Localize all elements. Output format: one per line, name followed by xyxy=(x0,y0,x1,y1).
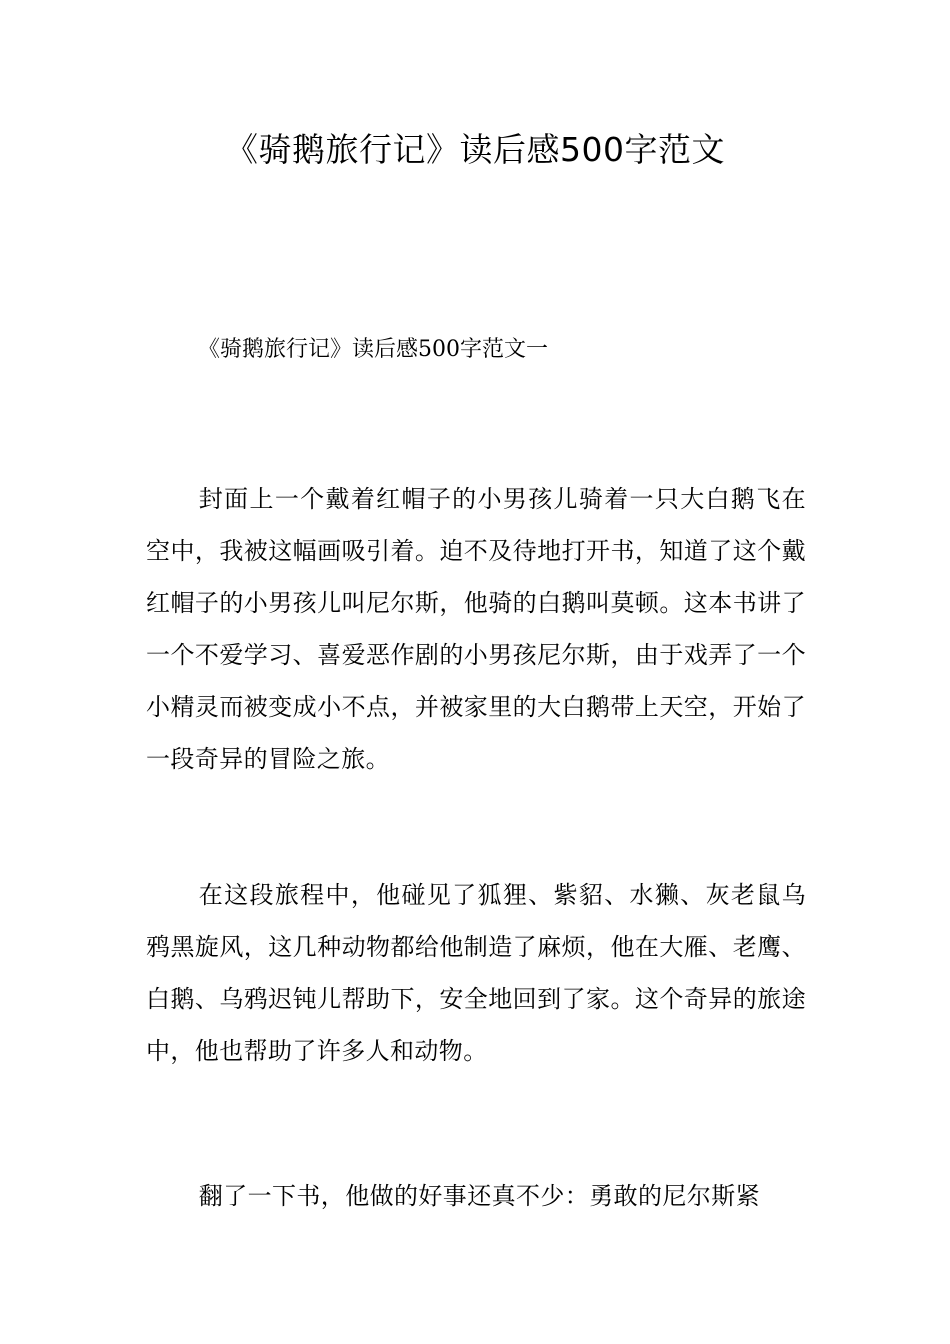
body-paragraph-3: 翻了一下书，他做的好事还真不少：勇敢的尼尔斯紧 xyxy=(198,1182,760,1210)
body-paragraph-1: 封面上一个戴着红帽子的小男孩儿骑着一只大白鹅飞在空中，我被这幅画吸引着。迫不及待地打开书，知道了这个戴红帽子的小男孩儿叫尼尔斯，他骑的白鹅叫莫顿。这本书讲了一个不爱学习、喜爱恶作剧的小男孩尼尔斯，由于戏弄了一个小精灵而被变成小不点，并被家里的大白鹅带上天空，开始了一段奇异的冒险之旅。 xyxy=(146,485,806,773)
body-paragraph-2: 在这段旅程中，他碰见了狐狸、紫貂、水獭、灰老鼠乌鸦黑旋风，这几种动物都给他制造了麻烦，他在大雁、老鹰、白鹅、乌鸦迟钝儿帮助下，安全地回到了家。这个奇异的旅途中，他也帮助了许多人和动物。 xyxy=(146,881,806,1065)
document-title: 《骑鹅旅行记》读后感500字范文 xyxy=(225,130,725,169)
document-subtitle: 《骑鹅旅行记》读后感500字范文一 xyxy=(198,337,548,362)
